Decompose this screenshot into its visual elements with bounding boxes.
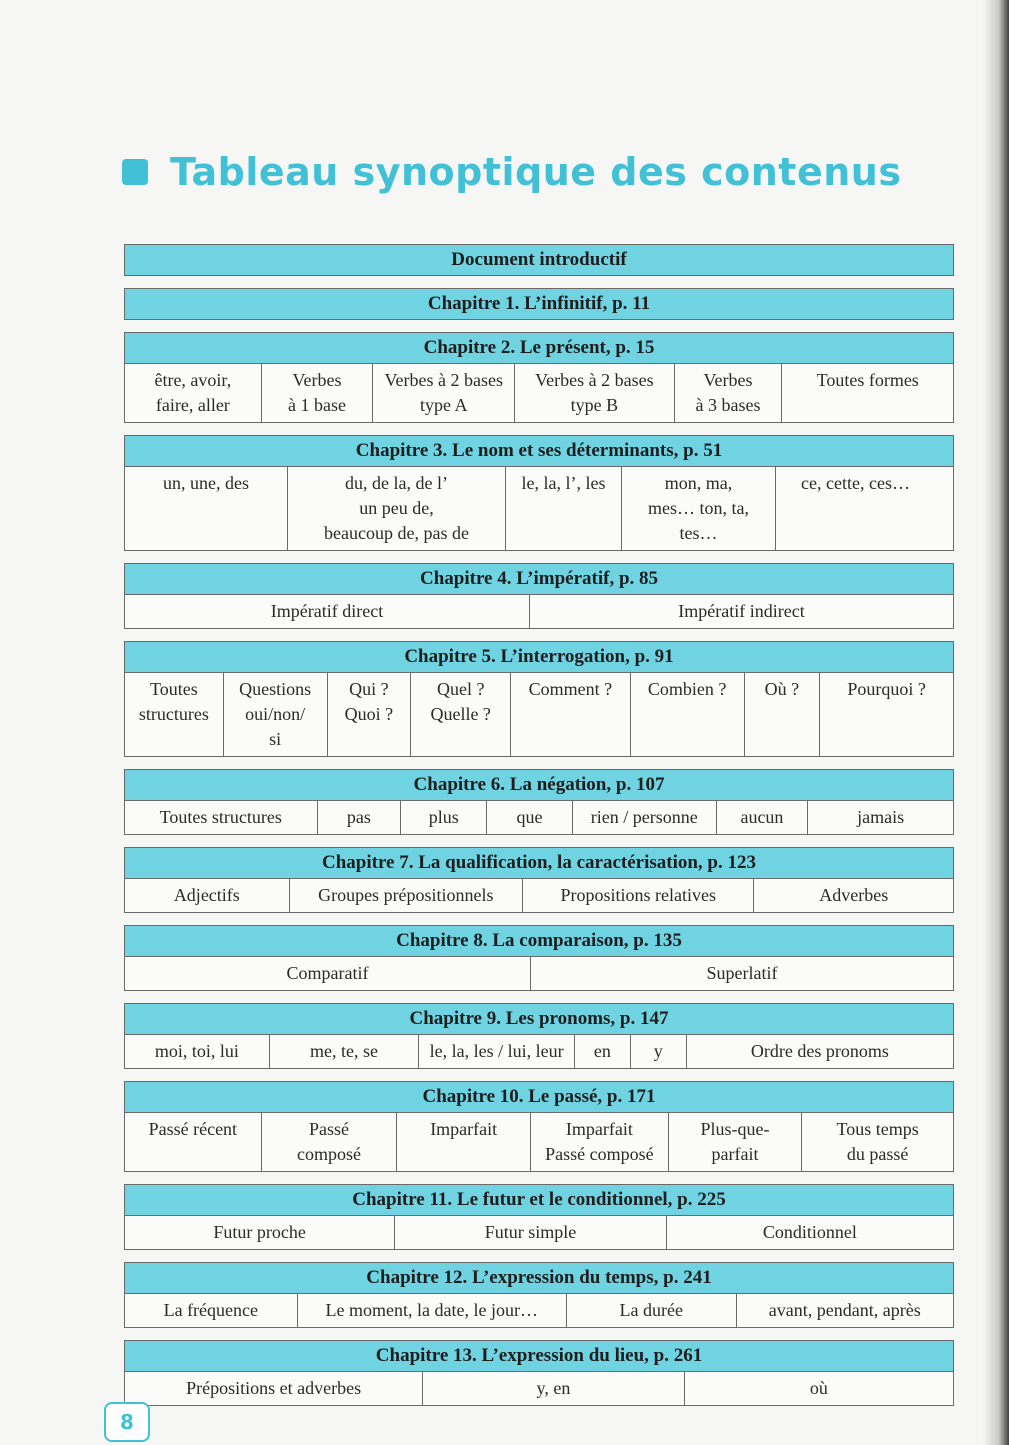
- topic-cell: Qui ? Quoi ?: [327, 673, 411, 756]
- chapter-heading: Chapitre 10. Le passé, p. 171: [125, 1082, 953, 1112]
- chapter-block-4: [124, 563, 954, 629]
- topic-cell: Imparfait Passé composé: [530, 1113, 668, 1171]
- topic-cell: Futur proche: [213, 1222, 306, 1242]
- topic-cell: en: [574, 1035, 630, 1068]
- chapter-topics-row: [125, 1215, 953, 1249]
- topic-cell: que: [486, 801, 572, 834]
- topic-cell: Passé composé: [261, 1113, 397, 1171]
- topic-cell: Propositions relatives: [522, 879, 753, 912]
- topic-cell: avant, pendant, après: [736, 1294, 953, 1327]
- topic-cell: Impératif direct: [270, 601, 384, 621]
- topic-cell: Adverbes: [753, 879, 953, 912]
- chapter-topics-row: [125, 1034, 953, 1068]
- title-bullet-square: [122, 159, 148, 185]
- topic-cell: Imparfait: [396, 1113, 530, 1171]
- topic-cell: où: [684, 1372, 953, 1405]
- contents-table: [124, 244, 954, 1418]
- topic-cell: Comment ?: [510, 673, 630, 756]
- page-edge-shadow: [983, 0, 1009, 1445]
- topic-cell: Pourquoi ?: [819, 673, 953, 756]
- topic-cell: Où ?: [744, 673, 820, 756]
- chapter-topics-row: [125, 466, 953, 550]
- topic-cell: plus: [400, 801, 486, 834]
- chapter-heading: Chapitre 9. Les pronoms, p. 147: [125, 1004, 953, 1034]
- topic-cell: Toutes structures: [159, 807, 282, 827]
- topic-cell: le, la, l’, les: [505, 467, 621, 550]
- chapter-heading: Chapitre 13. L’expression du lieu, p. 261: [125, 1341, 953, 1371]
- topic-cell: Superlatif: [530, 957, 953, 990]
- chapter-heading: Chapitre 2. Le présent, p. 15: [125, 333, 953, 363]
- topic-cell: Le moment, la date, le jour…: [297, 1294, 566, 1327]
- chapter-topics-row: [125, 800, 953, 834]
- topic-cell: Ordre des pronoms: [686, 1035, 953, 1068]
- chapter-topics-row: [125, 878, 953, 912]
- chapter-block-1: [124, 288, 954, 320]
- topic-cell: Verbes à 2 bases type A: [372, 364, 514, 422]
- topic-cell: aucun: [716, 801, 808, 834]
- topic-cell: La fréquence: [163, 1300, 259, 1320]
- chapter-topics-row: [125, 1371, 953, 1405]
- topic-cell: Groupes prépositionnels: [289, 879, 522, 912]
- chapter-heading: Chapitre 8. La comparaison, p. 135: [125, 926, 953, 956]
- topic-cell: Impératif indirect: [529, 595, 953, 628]
- page-title-block: [122, 150, 901, 194]
- chapter-block-2: [124, 332, 954, 423]
- topic-cell: Toutes structures: [138, 679, 209, 724]
- topic-cell: Questions oui/non/ si: [223, 673, 327, 756]
- chapter-heading: Chapitre 1. L’infinitif, p. 11: [125, 289, 953, 319]
- chapter-heading: Chapitre 11. Le futur et le conditionnel, p. 225: [125, 1185, 953, 1215]
- page-title: Tableau synoptique des contenus: [170, 150, 902, 194]
- chapter-block-13: [124, 1340, 954, 1406]
- chapter-heading: Chapitre 4. L’impératif, p. 85: [125, 564, 953, 594]
- topic-cell: Conditionnel: [666, 1216, 953, 1249]
- topic-cell: Prépositions et adverbes: [186, 1378, 362, 1398]
- chapter-block-12: [124, 1262, 954, 1328]
- topic-cell: y, en: [422, 1372, 683, 1405]
- topic-cell: un, une, des: [163, 473, 249, 493]
- topic-cell: y: [630, 1035, 686, 1068]
- topic-cell: du, de la, de l’ un peu de, beaucoup de, pas de: [287, 467, 505, 550]
- chapter-topics-row: [125, 594, 953, 628]
- topic-cell: Quel ? Quelle ?: [410, 673, 510, 756]
- topic-cell: Tous temps du passé: [801, 1113, 953, 1171]
- topic-cell: moi, toi, lui: [154, 1041, 239, 1061]
- chapter-block-3: [124, 435, 954, 551]
- chapter-block-10: [124, 1081, 954, 1172]
- topic-cell: jamais: [807, 801, 953, 834]
- topic-cell: ce, cette, ces…: [775, 467, 935, 550]
- chapter-block-11: [124, 1184, 954, 1250]
- topic-cell: Futur simple: [394, 1216, 665, 1249]
- chapter-topics-row: [125, 956, 953, 990]
- topic-cell: être, avoir, faire, aller: [154, 370, 232, 415]
- topic-cell: Passé récent: [148, 1119, 238, 1139]
- topic-cell: rien / personne: [572, 801, 716, 834]
- topic-cell: Adjectifs: [173, 885, 240, 905]
- topic-cell: Verbes à 2 bases type B: [514, 364, 674, 422]
- topic-cell: le, la, les / lui, leur: [418, 1035, 574, 1068]
- topic-cell: mon, ma, mes… ton, ta, tes…: [621, 467, 775, 550]
- chapter-block-5: [124, 641, 954, 757]
- chapter-block-7: [124, 847, 954, 913]
- topic-cell: Combien ?: [630, 673, 744, 756]
- chapter-heading: Chapitre 7. La qualification, la caractérisation, p. 123: [125, 848, 953, 878]
- chapter-block-8: [124, 925, 954, 991]
- chapter-heading: Chapitre 12. L’expression du temps, p. 241: [125, 1263, 953, 1293]
- chapter-heading: Chapitre 3. Le nom et ses déterminants, p. 51: [125, 436, 953, 466]
- chapter-block-6: [124, 769, 954, 835]
- chapter-heading: Chapitre 5. L’interrogation, p. 91: [125, 642, 953, 672]
- doc-intro-block: [124, 244, 954, 276]
- doc-intro-heading: Document introductif: [125, 245, 953, 275]
- topic-cell: Verbes à 1 base: [261, 364, 373, 422]
- topic-cell: La durée: [566, 1294, 736, 1327]
- topic-cell: pas: [317, 801, 401, 834]
- topic-cell: Plus-que- parfait: [668, 1113, 802, 1171]
- topic-cell: me, te, se: [269, 1035, 419, 1068]
- chapter-heading: Chapitre 6. La négation, p. 107: [125, 770, 953, 800]
- topic-cell: Comparatif: [286, 963, 369, 983]
- chapter-topics-row: [125, 1293, 953, 1327]
- chapter-topics-row: [125, 1112, 953, 1171]
- topic-cell: Toutes formes: [781, 364, 953, 422]
- chapter-topics-row: [125, 363, 953, 422]
- topic-cell: Verbes à 3 bases: [674, 364, 782, 422]
- chapter-block-9: [124, 1003, 954, 1069]
- chapter-topics-row: [125, 672, 953, 756]
- page-number: 8: [104, 1402, 150, 1442]
